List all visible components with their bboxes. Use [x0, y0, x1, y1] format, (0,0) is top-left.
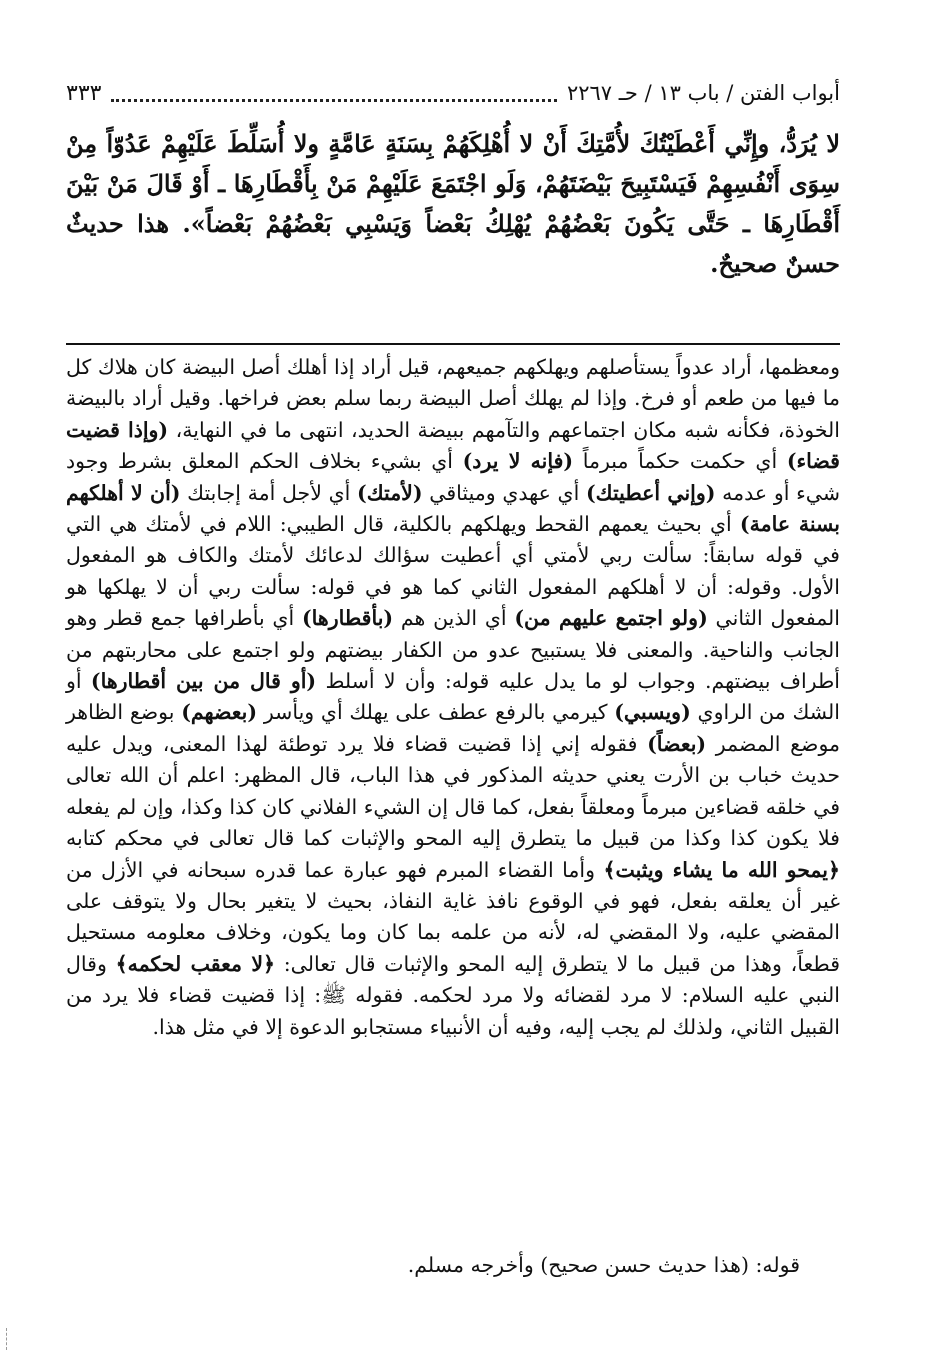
final-note: قوله: (هذا حديث حسن صحيح) وأخرجه مسلم.	[407, 1253, 800, 1277]
quoted-phrase: (ويسبي)	[614, 700, 691, 725]
commentary-text: أي الذين هم	[393, 606, 515, 631]
quoted-phrase: (بعضهم)	[181, 700, 258, 725]
commentary-text: ومعظمها، أراد عدواً يستأصلهم ويهلكهم جميعهم، قيل أراد إذا أهلك أصل البيضة كان هلاك كل ما فيها من طعم أو فرخ. وإذا لم يهلك أصل البيضة ربما سلم بعض فراخها. وقيل أراد بالبيضة الخوذة، فكأنه شبه مكان اجتماعهم والتآمهم ببيضة الحديد، انتهى ما في النهاية،	[66, 355, 840, 442]
scan-margin-mark	[6, 1328, 9, 1350]
commentary-text: بوضع الظاهر موضع المضمر	[66, 700, 841, 756]
commentary-text: وقال النبي عليه السلام: لا مرد لقضائه ولا مرد لحكمه. فقوله ﷺ: إذا قضيت قضاء فلا يرد من القبيل الثاني، ولذلك لم يجب إليه، وفيه أن الأنبياء مستجابو الدعوة إلا في مثل هذا.	[66, 951, 840, 1039]
commentary	[66, 352, 840, 1043]
commentary-text: أي عهدي وميثاقي	[422, 480, 586, 505]
commentary-text: وأما القضاء المبرم فهو عبارة عما قدره سبحانه في الأزل من غير أن يعلقه بفعل، فهو في الوقوع نافذ غاية النفاذ، بحيث لا يتغير بحال ولا يتوقف على المقضي عليه، ولا المقضي له، لأنه من علمه بما كان وما يكون، وخلاف معلومه مستحيل قطعاً، وهذا من قبيل ما لا يتطرق إليه المحو والإثبات قال تعالى:	[66, 857, 840, 976]
running-title: أبواب الفتن / باب ١٣ / حـ ٢٢٦٧	[566, 81, 840, 105]
quoted-phrase: (فإنه لا يرد)	[462, 449, 574, 474]
separator-rule	[66, 343, 840, 345]
commentary-paragraph	[66, 352, 840, 1043]
quoted-phrase: (بعضاً)	[647, 731, 707, 756]
hadith-text: لا يُرَدُّ، وإِنِّي أَعْطَيْتُكَ لأُمَّتِكَ أَنْ لا أُهْلِكَهُمْ بِسَنَةٍ عَامَّةٍ ولا أُسَلِّطَ عَلَيْهِمْ عَدُوّاً مِنْ سِوَى أَنْفُسِهِمْ فَيَسْتَبِيحَ بَيْضَتَهُمْ، وَلَو اجْتَمَعَ عَلَيْهِمْ مَنْ بِأَقْطَارِهَا ـ أَوْ قَالَ مَنْ بَيْنَ أَقْطَارِهَا ـ حَتَّى يَكُونَ بَعْضُهُمْ يُهْلِكُ بَعْضاً وَيَسْبِي بَعْضُهُمْ بَعْضاً». هذا حديثٌ حسنٌ صحيحٌ.	[66, 129, 840, 278]
commentary-text: أي بأطرافها جمع قطر وهو الجانب والناحية. والمعنى فلا يستبيح عدو من الكفار بيضتهم ولو اجتمع على محاربتهم من أطراف بيضتهم. وجواب لو ما يدل عليه قوله: وأن لا أسلط	[66, 606, 840, 694]
commentary-text: أي بشيء بخلاف الحكم المعلق بشرط وجود شيء أو عدمه	[66, 449, 841, 505]
commentary-text: أي حكمت حكماً مبرماً	[573, 449, 787, 474]
commentary-text: فقوله إني إذا قضيت قضاء فلا يرد توطئة لهذا المعنى، ويدل عليه حديث خباب بن الأرت يعني حديثه المذكور في هذا الباب، قال المظهر: اعلم أن الله تعالى في خلقه قضاءين مبرماً ومعلقاً بفعل، كما قال إن الشيء الفلاني كان كذا وكذا، وإن لم يفعله فلا يكون كذا وكذا من قبيل ما يتطرق إليه المحو والإثبات كما قال تعالى في محكم كتابه	[66, 731, 840, 851]
leader-dots	[111, 85, 557, 102]
commentary-text: أي لأجل أمة إجابتك	[180, 480, 358, 505]
quoted-phrase: (وإذا قضيت قضاء)	[66, 417, 840, 474]
running-header	[66, 76, 840, 110]
quoted-phrase: (ولو اجتمع عليهم من)	[514, 606, 708, 631]
commentary-text: أو الشك من الراوي	[66, 669, 840, 725]
quran-quote: ﴿يمحو الله ما يشاء ويثبت﴾	[603, 857, 840, 882]
page-number: ٣٣٣	[66, 80, 102, 106]
commentary-text: أي بحيث يعمهم القحط ويهلكهم بالكلية، قال الطيبي: اللام في لأمتك هي التي في قوله سابقاً: سألت ربي لأمتي أي أعطيت سؤالك لدعائك لأمتك والكاف هو المفعول الأول. وقوله: أن لا أهلكهم المفعول الثاني كما هو في قوله: سألت ربي أن لا يهلكها هو المفعول الثاني	[66, 512, 840, 631]
quran-quote: ﴿لا معقب لحكمه﴾	[115, 951, 276, 976]
quoted-phrase: (لأمتك)	[357, 480, 423, 505]
quoted-phrase: (وإني أعطيتك)	[585, 480, 716, 505]
quoted-phrase: (أو قال من بين أقطارها)	[90, 669, 317, 694]
quoted-phrase: (أن لا أهلكهم بسنة عامة)	[66, 480, 840, 537]
quoted-phrase: (بأقطارها)	[301, 606, 394, 631]
commentary-text: كيرمي بالرفع عطف على يهلك أي ويأسر	[257, 700, 615, 725]
